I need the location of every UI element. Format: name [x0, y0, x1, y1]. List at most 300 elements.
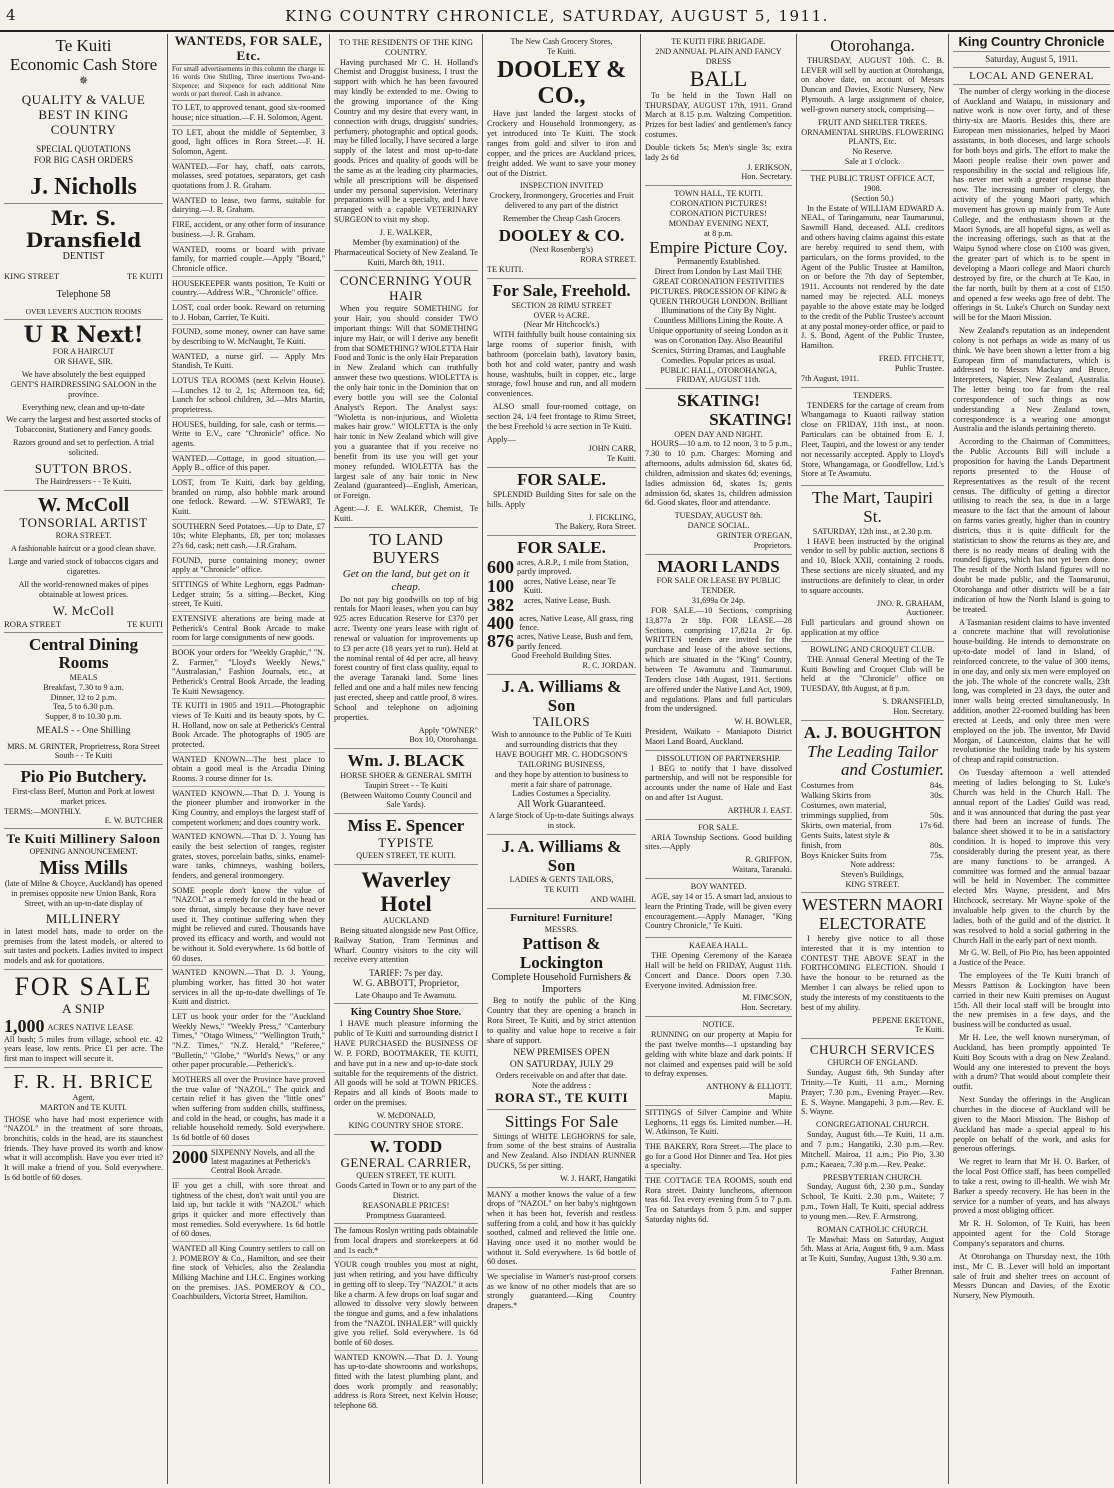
- tenders-ad: [801, 388, 944, 487]
- news-paragraph: We regret to learn that Mr H. O. Barker, of the local Post Office staff, has been compelled to take a rest, owing to ill-health. We wish Mr Barker a speedy recovery. He has been in the service for a number of years, and has always proved a most obliging officer.: [953, 1157, 1110, 1216]
- classified-ad: HOUSEKEEPER wants position, Te Kuiti or country.—Address W.R., "Chronicle" office.: [172, 277, 325, 301]
- ad-line: All Work Guaranteed.: [517, 799, 606, 811]
- ad-line: KING COUNTRY SHOE STORE.: [348, 1120, 464, 1130]
- millinery-ad: [4, 829, 163, 970]
- ad-line: RORA STREET: [4, 618, 62, 629]
- classified-ad: TO LET, about the middle of September, 3 good, light offices in Rora Street.—F. H. Solomon, Agent.: [172, 126, 325, 160]
- ad-line: TUESDAY, AUGUST 8th.: [674, 511, 763, 521]
- ad-line: (Next Rosenberg's): [530, 245, 593, 255]
- column-6: [797, 34, 949, 1484]
- classified-ad: WANTED KNOWN.—That D. J. Young is the pioneer plumber and ironworker in the King Country, and employs the largest staff of competent workmen; and does country work.: [172, 787, 325, 831]
- star-ornament-icon: ✵: [78, 74, 89, 88]
- ad-line: ARTHUR J. EAST.: [727, 805, 792, 815]
- classified-ad: WANTED.—For hay, chaff, oats carrots, molasses, seed potatoes, separators, get cash quotations from J. R. Graham.: [172, 160, 325, 194]
- classified-ad: HOUSES, building, for sale, cash or terms.—Write to E.V., care "Chronicle" office. No agents.: [172, 418, 325, 452]
- ad-line: TARIFF: 7s per day.: [369, 968, 443, 979]
- ad-line: FOR A HAIRCUT: [52, 347, 115, 357]
- ad-line: Direct from London by Last Mail THE GREAT CORONATION FESTIVITIES PICTURES. PROCESSION OF KING & QUEEN THROUGH LONDON. Brilliant Illuminations of the City By Night. Countless Millions Lining the Route. A Unique opportunity of seeing London as it was on Coronation Day. Also Beautiful Scenics, Stirring Dramas, and Laughable Comedies. Popular prices as usual.: [648, 267, 789, 365]
- ad-line: THURSDAY, AUGUST 10th. C. B. LEVER will sell by auction at Otorohanga, on above date, on account of Messrs Duncan and Davies, Exotic Nursery, New Plymouth. A large assignment of choice, well-grown nursery stock, comprising—: [801, 55, 944, 114]
- boy-wanted-ad: [645, 879, 792, 938]
- ad-line: A fashionable haircut or a good clean shave.: [10, 544, 157, 554]
- ad-name: Wm. J. BLACK: [347, 751, 465, 771]
- classified-ad: TE KUITI in 1905 and 1911.—Photographic views of Te Kuiti and its beauty spots, by C. H. Holland, now on sale at Petherick's Central Book Arcade. The photographs of 1905 are protected.: [172, 699, 325, 752]
- ad-line: We have absolutely the best equipped: [21, 370, 146, 380]
- dissolution-ad: [645, 751, 792, 820]
- price-value: 80s.: [929, 839, 944, 850]
- ad-line: The Bakery, Rora Street.: [554, 522, 636, 532]
- ad-title: WESTERN MAORI ELECTORATE: [801, 895, 944, 934]
- ad-title: Te Kuiti: [55, 36, 112, 55]
- wanteds-intro: For small advertisements in this column the charge is: 16 words One Shilling, Three insertions Two-and-Sixpence; and Sixpence for each additional Nine words or part thereof. Cash in advance.: [172, 65, 325, 102]
- ad-line: INSPECTION INVITED: [519, 181, 603, 191]
- ad-line: ANTHONY & ELLIOTT.: [706, 1082, 792, 1092]
- ad-line: MONDAY EVENING NEXT,: [668, 218, 769, 228]
- ad-line: ARIA Township Sections. Good building sites.—Apply: [645, 832, 792, 852]
- ad-title: CHURCH SERVICES: [809, 1042, 936, 1058]
- classified-ad: EXTENSIVE alterations are being made at Petherick's Central Book Arcade to make room for large consignments of new goods.: [172, 612, 325, 646]
- news-paragraph: Mr H. Lee, the well known nurseryman, of Auckland, has been promptly appointed Te Kuiti Boy Scouts with a drag on New Zealand. Would any one interested to prevent the boys with a drum? That would about complete their outfit.: [953, 1033, 1110, 1092]
- acreage-number: 400: [487, 612, 514, 633]
- western-maori-ad: [801, 893, 944, 1039]
- ad-line: ALSO small four-roomed cottage, on section 24, 1/4 feet frontage to Rimu Street, the best Freehold ¼ acre section in Te Kuiti.: [487, 402, 636, 431]
- ad-title: FOR SALE: [14, 972, 153, 1002]
- ad-line: THE Opening Ceremony of the Kaeaea Hall will be held on FRIDAY, August 11th. Concert and Dance. Doors open 7.30. Everyone invited. Admission free.: [645, 951, 792, 990]
- local-news-list: [953, 87, 1110, 1301]
- warner-ad: We specialise in Warner's rust-proof corsets as we know of no other models that are so strongly guaranteed.—King Country drapers.*: [487, 1272, 636, 1311]
- ad-line: TE KUITI: [544, 885, 579, 895]
- ad-line: Te Kuiti.: [547, 46, 576, 56]
- editorial-date: Saturday, August 5, 1911.: [985, 54, 1078, 64]
- novels-ad: [172, 1146, 325, 1179]
- economic-store-ad: [4, 34, 163, 204]
- public-trust-notice: [801, 171, 944, 388]
- ad-line: Double tickets 5s; Men's single 3s; extra lady 2s 6d: [645, 142, 792, 162]
- ad-line: W. J. HART, Hangatiki: [560, 1173, 636, 1183]
- ad-line: TE KUITI.: [487, 265, 524, 275]
- ad-line: REASONABLE PRICES!: [362, 1200, 450, 1210]
- ad-line: Box 10, Otorohanga.: [409, 735, 478, 745]
- ad-line: OPENING ANNOUNCEMENT.: [29, 847, 138, 857]
- ad-title: Te Kuiti Millinery Saloon: [6, 831, 161, 847]
- ad-line: QUALITY & VALUE: [21, 92, 146, 108]
- young-ad: WANTED KNOWN.—That D. J. Young has up-to-date showrooms and workshops, fitted with the latest plumbing plant, and does work promptly and reasonably; address is Rora Street, next Kelvin House; telephone 68.: [334, 1352, 478, 1410]
- ad-line: Full particulars and ground shown on application at my office: [801, 618, 944, 638]
- ad-line: J. ERIKSON,: [747, 162, 792, 172]
- coronation-pictures-ad: [645, 186, 792, 389]
- classified-ad: SOUTHERN Seed Potatoes.—Up to Date, £7 10s; white Elephants, £8, per ton; molasses 27s 6d, cask; nett cash.—J.R.Graham.: [172, 520, 325, 554]
- column-3: [330, 34, 483, 1484]
- ad-line: AND WAIHI.: [590, 894, 636, 904]
- ad-title: KAEAEA HALL.: [688, 941, 749, 951]
- ad-line: at 8 p.m.: [704, 228, 733, 238]
- ad-line: Steven's Buildings,: [841, 869, 904, 879]
- ad-line: FRED. FITCHETT,: [878, 354, 944, 364]
- ad-line: AUCKLAND: [383, 916, 429, 926]
- ad-title: TOWN HALL, TE KUITI.: [674, 189, 763, 199]
- ad-line: CORONATION PICTURES!: [670, 209, 767, 218]
- ad-line: Beg to notify the public of the King Country that they are opening a branch in Rora Street, Te Kuiti, and by strict attention to quality and value hope to receive a fair share of support.: [487, 996, 636, 1045]
- dining-rooms-ad: [4, 633, 163, 766]
- ad-title: FOR SALE.: [517, 538, 606, 558]
- roslyn-ad: The famous Roslyn writing pads obtainable from local drapers and storekeepers at 6d and 1s each.*: [334, 1224, 478, 1258]
- ad-line: I BEG to notify that I have dissolved partnership, and will not be responsible for accounts under the name of Hale and East on and after 1st August.: [645, 763, 792, 803]
- ad-name: Waverley Hotel: [361, 866, 451, 916]
- acreage-row: [487, 558, 636, 577]
- classified-ad: LOST, from Te Kuiti, dark bay gelding, branded on rump, also hobble mark around one fetlock. Reward. —W. STEWART, Te Kuiti.: [172, 476, 325, 520]
- classified-ad: MOTHERS all over the Province have proved the true value of "NAZOL." The quick and certain relief it has given the "little ones" when suffering from sudden chills, stuffiness, and cold in the head, or coughs, has made it a reliable household remedy. Sold everywhere. 1s 6d bottle of 60 doses: [172, 1073, 325, 1146]
- ad-line: LADIES & GENTS TAILORS,: [509, 875, 614, 885]
- dooley-ad: [487, 34, 636, 279]
- ad-title: U R Next!: [23, 322, 144, 349]
- ad-line: SPLENDID Building Sites for sale on the hills. Apply: [487, 489, 636, 509]
- ad-line: NEW PREMISES OPEN: [513, 1048, 610, 1059]
- notice-ad: [645, 1017, 792, 1106]
- ad-line: CORONATION PICTURES!: [670, 199, 767, 209]
- ad-line: HORSE SHOER & GENERAL SMITH: [340, 770, 472, 780]
- williams-tailors-ad-2: [487, 835, 636, 909]
- price-item: Costumes, own material,: [801, 799, 887, 810]
- nazol-ad: MANY a mother knows the value of a few drops of "NAZOL" on her baby's nightgown when it has been hot, feverish and restless suffering from a cold, and how it has quickly soothed, calmed and relieved the little one. Having once used it no mother would be without it. Sold everywhere. 1s 6d bottle of 60 doses.: [487, 1188, 636, 1270]
- land-buyers-ad: [334, 528, 478, 749]
- ad-line: (Section 50.): [851, 193, 894, 203]
- newspaper-title: KING COUNTRY CHRONICLE, SATURDAY, AUGUST 5, 1911.: [285, 7, 829, 25]
- ad-line: WITH faithfully built house containing six large rooms of superior finish, with bathroom (porcelain bath), lavatory basin, both hot and cold water, pantry and wash house, washtubs, built in copper, etc., large storage, fowl house and run, and all modern conveniences.: [487, 330, 636, 399]
- ad-line: GENERAL CARRIER,: [340, 1155, 472, 1171]
- ad-line: Orders receivable on and after that date.: [495, 1071, 628, 1081]
- ad-line: FOR SALE.—10 Sections, comprising 13,877a 2r 18p. FOR LEASE.—28 Sections, comprising 17,821a 2r 6p. WRITTEN tenders are invited for the purchase and lease of the above sections, which are situated in the "King" Country, between Te Awamutu and Taumarunui. Tenders close 14th August, 1911. Sections are offered under the Native Land Act, 1909, and regulations. Plans and full particulars from the undersigned.: [645, 605, 792, 714]
- acreage-text: acres, Native Lease, All grass, ring fence.: [519, 613, 634, 633]
- acreage-row: [487, 596, 636, 614]
- ad-line: ACRES NATIVE LEASE: [47, 1022, 134, 1032]
- acreage-row: [487, 577, 636, 596]
- price-value: 75s.: [929, 849, 944, 860]
- ad-line: Auctioneer.: [906, 608, 944, 618]
- ad-line: GENT'S HAIRDRESSING SALOON in the province.: [10, 379, 157, 399]
- ad-line: RORA STREET.: [55, 530, 112, 540]
- ad-line: TE KUITI: [126, 618, 163, 629]
- ad-line: OPEN DAY AND NIGHT.: [674, 429, 763, 439]
- ad-line: First-class Beef, Mutton and Pork at lowest market prices.: [12, 786, 155, 806]
- ad-name: J. A. Williams & Son: [501, 836, 622, 875]
- ad-line: President, Waikato - Maniapoto District Maori Land Board, Auckland.: [645, 727, 792, 746]
- church-services: [801, 1039, 944, 1280]
- ad-line: Large and varied stock of tobaccos cigars and cigarettes.: [8, 557, 159, 577]
- bakery-ad: THE BAKERY, Rora Street.—The place to go for a Good Hot Dinner and Tea. Hot pies a specialty.: [645, 1140, 792, 1174]
- wanteds-list: [172, 101, 325, 1145]
- ad-name: W. McColl: [37, 493, 130, 516]
- ad-line: W. G. ABBOTT, Proprietor,: [352, 979, 460, 990]
- ad-line: 2ND ANNUAL PLAIN AND FANCY DRESS: [655, 46, 782, 66]
- ad-line: CONGREGATIONAL CHURCH.: [816, 1120, 929, 1130]
- ad-line: AGE, say 14 or 15. A smart lad, anxious to learn the Printing Trade, will be given every encouragement.—Apply Manager, "King Country Chronicle," Te Kuiti.: [645, 891, 792, 931]
- ad-line: When you require SOMETHING for your Hair, you should consider TWO important things: Will that SOMETHING injure my Hair, or will I derive any benefit from that SOMETHING? WIOLETTA Hair Food and Tonic is the only Hair Preparation in New Zealand which can truthfully answer these two questions. WIOLETTA is the only hair tonic in the Dominion that on every bottle you will see the Colonial Analyst's Report. The Analyst says: "Wioletta is non-injurious, and Wioletta makes hair grow." WIOLETTA is the only hair tonic in New Zealand which will give you a guarantee that if you receive no benefit from its use you will get your money refunded. WIOLETTA has the largest sale of any hair tonic in New Zealand (guaranteed)—English, American, or Foreign.: [334, 304, 478, 501]
- classified-ad: SITTINGS of White Leghorn, eggs Padman-Ledger strain; 5s a sitting.—Becket, King street, Te Kuiti.: [172, 578, 325, 612]
- ad-line: TONSORIAL ARTIST: [19, 514, 148, 530]
- waverley-hotel-ad: [334, 865, 478, 1005]
- price-item: Costumes from: [801, 779, 854, 790]
- ad-line: and Costumier.: [841, 760, 944, 780]
- ad-line: E. W. BUTCHER: [104, 815, 163, 825]
- ad-line: MEALS: [69, 672, 98, 682]
- ad-line: Good Freehold Building Sites.: [511, 651, 612, 661]
- acreage-number: 600: [487, 556, 514, 577]
- acreage-text: acres, Native Lease, near Te Kuiti.: [523, 576, 616, 596]
- otorohanga-auction-ad: [801, 34, 944, 171]
- ad-line: Get on the land, but get on it cheap.: [342, 568, 470, 594]
- williams-tailors-ad: [487, 675, 636, 835]
- sittings-small-ad: SITTINGS of Silver Campine and White Leghorns, 11 eggs 6s. Limited number.—H. W. Atkinson, Te Kuiti.: [645, 1106, 792, 1140]
- column-2: [168, 34, 330, 1484]
- ad-line: The New Cash Grocery Stores,: [510, 37, 613, 46]
- ad-title: TE KUITI FIRE BRIGADE.: [671, 37, 766, 46]
- editorial-masthead: King Country Chronicle: [958, 34, 1105, 49]
- sutton-ad: [4, 320, 163, 490]
- ad-name: W. McColl: [52, 602, 115, 618]
- ad-line: Sunday, August 6th, 2.30 p.m., Sunday School, Te Kuiti. 2.30 p.m., Waitete; 7 p.m., Town Hall, Te Kuiti, special address to young men.—Rev. F. Armstrong.: [801, 1182, 944, 1221]
- ad-line: MESSRS.: [544, 924, 579, 934]
- news-paragraph: Next Sunday the offerings in the Anglican churches in the diocese of Auckland will be given to the Maori Mission. The Bishop of Auckland has made a special appeal to his people on behalf of the work, and asks for generous offerings.: [953, 1095, 1110, 1154]
- ad-line: Late Ohaupo and Te Awamutu.: [355, 990, 457, 1000]
- ad-line: Taupiri Street - - Te Kuiti: [364, 780, 448, 790]
- ad-line: In the Estate of WILLIAM EDWARD A. NEAL, of Taringamutu, near Taumarunui, Sawmill Hand, deceased. ALL creditors and others having claims against this estate are hereby required to send them, with particulars, on the forms provided, to the Agent of the Public Trustee at Hamilton, on or before the 7th day of September, 1911. Accounts not rendered by the date named may be rejected. ALL moneys payable to the above estate may be lodged to the credit of the Public Trustee's account at any postal money-order office, or paid to J. S. Bond, Agent of the Public Trustee, Hamilton.: [801, 203, 944, 351]
- ad-line: Complete Household Furnishers & Importers: [491, 972, 632, 996]
- ad-title: BOY WANTED.: [690, 882, 747, 891]
- ad-line: The Leading Tailor: [807, 741, 938, 761]
- ad-title: The Mart, Taupiri St.: [812, 488, 933, 526]
- ad-line: SATURDAY, 12th inst., at 2.30 p.m.: [812, 526, 933, 536]
- ad-line: TYPISTE: [378, 834, 434, 850]
- ad-line: We carry the largest and best assorted stocks of Tobacconist, Stationery and Fancy goods.: [6, 415, 161, 435]
- fickling-sale-ad: [487, 468, 636, 536]
- price-item: Skirts, own material, from: [801, 819, 892, 830]
- ad-line: Telephone 58: [56, 289, 111, 301]
- ad-line: OVER LEVER'S AUCTION ROOMS: [25, 307, 142, 317]
- ad-line: QUEEN STREET, TE KUITI.: [356, 1171, 456, 1181]
- black-smith-ad: [334, 749, 478, 814]
- ad-line: OR SHAVE, SIR.: [54, 357, 113, 367]
- ad-title: MAORI LANDS: [657, 556, 780, 576]
- classified-ad: WANTED KNOWN.—That D. J. Young has easily the best selection of ranges, register grates, stoves, porcelain baths, sinks, enamel-ware tanks, chimneys, washing boilers, fenders, and general ironmongery.: [172, 830, 325, 883]
- ad-line: I HAVE been instructed by the original vendor to sell by public auction, sections 8 and 10, Block XXII, containing 2 roods. These sections are nicely situated, and my instructions are definitely to clear, in order to square accounts.: [801, 536, 944, 595]
- dransfield-ad: [4, 204, 163, 320]
- classified-ad: WANTED, a nurse girl. — Apply Mrs Standish, Te Kuiti.: [172, 350, 325, 374]
- ad-line: BEST IN KING COUNTRY: [38, 107, 129, 138]
- ad-line: Sittings of WHITE LEGHORNS for sale, from some of the best strains of Australia and New Zealand. Also INDIAN RUNNER DUCKS, 5s per sitting.: [487, 1131, 636, 1171]
- shoe-store-ad: [334, 1004, 478, 1134]
- ad-line: Te Kuiti.: [607, 454, 636, 464]
- ad-title: THE PUBLIC TRUST OFFICE ACT, 1908.: [810, 173, 935, 193]
- pattison-lockington-ad: [487, 909, 636, 1110]
- classified-ad: FOUND, purse containing money; owner apply at "Chronicle" office.: [172, 554, 325, 578]
- price-item: Boys Knicker Suits from: [801, 849, 887, 860]
- ad-line: Public Trustee.: [894, 364, 944, 373]
- price-row: [801, 850, 944, 860]
- price-item: trimmings supplied, from: [801, 809, 889, 820]
- ad-line: HOURS—10 a.m. to 12 noon, 3 to 5 p.m., 7.30 to 10 p.m. Charges: Morning and afternoons, adults admission 6d, skates 6d, children, admission and skates 6d; evenings, ladies admission 6d, skates 1s, gents admission 6d, skates 1s, children admission 6d. Good skates, floor and attendance.: [645, 439, 792, 508]
- ad-name: Mr. S. Dransfield: [25, 206, 142, 253]
- ad-line: BALL: [689, 65, 748, 91]
- ad-name: W. TODD: [369, 1136, 443, 1156]
- aria-sale-ad: [645, 820, 792, 879]
- ad-title: FOR SALE.: [517, 470, 606, 490]
- ad-line: JNO. R. GRAHAM,: [876, 598, 944, 608]
- ad-line: KING STREET.: [845, 879, 900, 889]
- ad-line: W. H. BOWLER,: [734, 717, 792, 727]
- column-4: [483, 34, 641, 1484]
- ad-line: Te Mawhai: Mass on Saturday, August 5th. Mass at Aria, August 6th, 9 a.m. Mass at Te Kuiti, Sunday, August 13th, 9.30 a.m.: [801, 1234, 944, 1264]
- kaeaea-hall-ad: [645, 938, 792, 1017]
- ad-name: J. Nicholls: [30, 173, 137, 200]
- ad-line: and they hope by attention to business to merit a fair share of patronage.: [494, 769, 629, 789]
- column-7: [949, 34, 1114, 1484]
- price-row: [801, 820, 944, 830]
- ad-line: Sale at 1 o'clock.: [844, 157, 901, 167]
- classified-ad: LET us book your order for the "Auckland Weekly News," "Weekly Press," "Canterbury Times," "Otago Witness," "Wellington Truth," "N.Z. Times," "N.Z. Herald," "Referee," "Bulletin," "Globe," "World's News," or any other paper procurable.—Petherick's.: [172, 1010, 325, 1073]
- ad-title: CONCERNING YOUR HAIR: [339, 273, 473, 304]
- price-row: [801, 800, 944, 810]
- ad-line: in latest model hats, made to order on the premises from the latest models, or altered to suit tastes and pockets. Ladies invited to inspect models and ask for quotations.: [4, 926, 163, 966]
- price-row: [801, 840, 944, 850]
- ad-line: SPECIAL QUOTATIONS: [36, 144, 131, 155]
- bowling-club-ad: [801, 642, 944, 721]
- ad-line: Ladies Costumes a Speciality.: [512, 789, 611, 799]
- classified-ad: WANTED KNOWN—The best place to obtain a good meal is the Arcadia Dining Rooms. 3 course dinner for 1s.: [172, 753, 325, 787]
- ad-title: FOR SALE.: [698, 822, 739, 832]
- ad-line: MEALS - - One Shilling: [36, 726, 131, 737]
- ad-line: Hon. Secretary.: [741, 172, 792, 182]
- price-row: [801, 780, 944, 790]
- ad-line: QUEEN STREET, TE KUITI.: [356, 850, 456, 860]
- classified-ad: WANTED to lease, two farms, suitable for dairying.—J. R. Graham.: [172, 194, 325, 218]
- maori-lands-ad: [645, 555, 792, 751]
- ad-line: Mapiu.: [768, 1092, 792, 1102]
- ad-line: Permanently Established.: [676, 257, 761, 267]
- news-paragraph: According to the Chairman of Committees, the Public Accounts Bill will include a proposition for having the Lands Department reports presented to the House of Representatives as the result of the recent census. The difficulty of getting a director utilising to reach the sea, is due in a large measure to the fact that the amount of labour on farms varies greatly, higher than in country districts, thus it is quite difficult for the statistician to show the returns as they are, and there is no ready means of dealing with the rounded figures, which has not yet been done. The result of the North Island figures will no doubt be made public, and the Taumarunui, Otorohanga and other districts will be a fair indication of how the North Island is going to be treated.: [953, 437, 1110, 614]
- ad-line: Remember the Cheap Cash Grocers: [502, 213, 621, 223]
- classified-ad: WANTED.—Cottage, in good situation.—Apply B., office of this paper.: [172, 452, 325, 476]
- news-paragraph: The number of clergy working in the diocese of Auckland and Waiapu, in missionary and native work is now over forty, and of these thirty-six are Maoris. Besides this, there are European men missionaries, helped by Maori assistants, in both dioceses, and large schools for both boys and girls. The effort to make the Maori people realise their own power and responsibility in the social and religious life, has never met with a greater response than now. The increasing number of clergy, the activity of the young Maori party, which movement has grown up mainly from Te Aute College, and the enthusiasm shown at the Maori Synods, are all hopeful signs, as well as the increasing offerings, such as that at the Waipu Synod where close on £100 was given, the greater part of which is to be spent in developing a Maori college and Maori church destroyed by fire, or the church at Te Kao, in the far north, built by them at a cost of £150 and opened a few weeks ago free of debt. The offerings in St. Luke's Church on Sunday next will be for the Maori Mission.: [953, 86, 1110, 323]
- ad-line: All bush; 5 miles from village, school etc. 42 years lease, low rents. Price £1 per acre. The first man to inspect will secure it.: [4, 1034, 163, 1064]
- news-paragraph: On Tuesday afternoon a well attended meeting of ladies belonging to St. Luke's Church was held in the Church Hall. The annual report of the Ladies' Guild was read, and it was announced that during the past year there had been an increase of funds. The balance sheet showed it to be in a satisfactory condition. It is hoped to improve this very considerably during the present year, as there are many functions to be arranged. A committee was formed and the annual bazaar will be held in November. The committee elected Mrs Wayne, president, and Mrs Hitchcock, secretary. Mr Wayne spoke of the invaluable help given to the church by the ladies, both of the guild and of the district. It was resolved to hold a social gathering in the Church Hall in the early part of next month.: [953, 768, 1110, 945]
- price-item: Gents Suits, latest style &: [801, 829, 891, 840]
- price-row: [801, 810, 944, 820]
- ad-line: Note the address :: [532, 1081, 591, 1091]
- ad-line: JOHN CARR,: [588, 444, 636, 454]
- classified-ad: FOUND, some money, owner can have same by describing to W. McNaught, Te Kuiti.: [172, 325, 325, 349]
- ad-line: PUBLIC HALL, OTOROHANGA,: [660, 365, 777, 375]
- news-paragraph: The employees of the Te Kuiti branch of Messrs Pattison & Lockington have been carried in their new Kuiti premises on August 15th. All their local staff will be brought into the new premises in a few days, and the business will be conducted as usual.: [953, 971, 1110, 1030]
- ad-title: Furniture! Furniture!: [510, 911, 613, 924]
- todd-carrier-ad: [334, 1135, 478, 1225]
- ad-title: TO THE RESIDENTS OF THE KING COUNTRY.: [339, 37, 473, 58]
- ad-line: HAVE BOUGHT MR. C. HODGSON'S TAILORING BUSINESS,: [495, 749, 628, 769]
- ad-line: TENDERS for the cartage of cream from Whangamaga to Kuaoti railway station close on FRIDAY, 11th inst., at noon. Particulars can be obtained from E. J. Fleet, Taupiri, and the lowest or any tender not necessarily accepted. Apply to Lloyd's Store, Whangamaga, or Goodfellow, Ltd.'s Store at Te Awamutu.: [801, 400, 944, 479]
- ad-name: Miss Mills: [39, 857, 128, 880]
- acreage-number: 100: [487, 575, 514, 596]
- ad-title: For Sale, Freehold.: [492, 280, 631, 300]
- price-value: 17s 6d.: [919, 819, 944, 830]
- chill-ad: IF you get a chill, with sore throat and tightness of the chest, don't wait until you are laid up, but tackle it with "NAZOL" which grips it quicker and more effectively than most remedies. Sold everywhere. 1s 6d bottle of 60 doses.: [172, 1179, 325, 1242]
- mccoll-ad: [4, 491, 163, 633]
- piopio-butchery-ad: [4, 765, 163, 829]
- freehold-ad: [487, 279, 636, 468]
- ad-line: To be held in the Town Hall on THURSDAY, AUGUST 17th, 1911. Grand March at 8.15 p.m. Waltzing Competition. Prizes for best ladies' and gentlemen's fancy costumes.: [645, 90, 792, 140]
- ad-line: The Hairdressers - - Te Kuiti.: [35, 476, 132, 486]
- classified-ad: WANTED KNOWN.—That D. J. Young, plumbing worker, has fitted 30 hot water services in all the up-to-date dwellings of Te Kuiti and district.: [172, 966, 325, 1010]
- ad-line: PEPENE EKETONE,: [872, 1015, 944, 1025]
- ad-line: Tea, 5 to 6.30 p.m.: [52, 702, 115, 712]
- ad-line: MARTON and TE KUITI.: [40, 1102, 127, 1112]
- price-value: 50s.: [929, 809, 944, 820]
- ad-line: Apply "OWNER": [418, 725, 478, 735]
- ad-title: SKATING!: [677, 391, 760, 411]
- ad-line: Proprietors.: [753, 540, 792, 550]
- ad-line: OVER ½ ACRE.: [533, 310, 590, 320]
- cough-ad: YOUR cough troubles you most at night, just when retiring, and you have difficulty in getting off to sleep. Try "NAZOL" it acts like a charm. A few drops on loaf sugar and allowed to dissolve very slowly between the tongue and gums, and a few inhalations from the "NAZOL INHALER" will quickly give you relief. Sold everywhere. 1s 6d bottle of 60 doses.: [334, 1258, 478, 1350]
- column-1: [0, 34, 168, 1484]
- ad-line: KING STREET: [4, 271, 60, 282]
- spencer-ad: [334, 814, 478, 864]
- classified-ad: TO LET, to approved tenant, good six-roomed house; nice situation.—F. H. Solomon, Agent.: [172, 101, 325, 125]
- ad-line: (late of Milne & Choyce, Auckland) has opened in premises opposite new Union Bank, Rora Street, with an up-to-date display of: [4, 879, 163, 908]
- classified-ad: SOME people don't know the value of "NAZOL" as a remedy for cold in the head or sore throat, simply because they have never used it. They continue suffering when they might be relieved and cured. Thousands have proved its efficacy and worth, and would not be without it. Sold everywhere. 1s 6d bottle of 60 doses.: [172, 884, 325, 966]
- column-5: [641, 34, 797, 1484]
- ad-line: Everything new, clean and up-to-date: [22, 402, 145, 412]
- price-value: 84s.: [929, 779, 944, 790]
- acreage-row: [487, 632, 636, 651]
- ad-name: A. J. BOUGHTON: [803, 722, 942, 742]
- page-number: 4: [6, 6, 16, 24]
- sittings-ad: [487, 1110, 636, 1188]
- ad-line: M. FIMCSON,: [742, 993, 792, 1003]
- acreage-list: [487, 558, 636, 651]
- ad-title: BOWLING AND CROQUET CLUB.: [810, 644, 935, 654]
- ad-line: Hon. Secretary.: [741, 1003, 792, 1013]
- ad-line: Supper, 8 to 10.30 p.m.: [45, 712, 122, 722]
- ad-title: Central Dining Rooms: [28, 634, 139, 673]
- ad-name: J. A. Williams & Son: [501, 676, 622, 715]
- ad-line: Te Kuiti.: [915, 1025, 944, 1035]
- news-paragraph: Mr G. W. Bell, of Pio Pio, has been appointed a Justice of the Peace.: [953, 948, 1110, 968]
- ad-name: Pattison & Lockington: [519, 933, 604, 972]
- news-paragraph: A Tasmanian resident claims to have invented a concrete machine that will revolutionise house-building. He intends to demonstrate on up-to-date model of land in Island, of reinforced concrete, to the value of 300 items, in one day, and only six men were employed on the job. The whole of the concrete walls, 23ft long, was completed in 23 days, the outer and inner walls being erected simultaneously. In addition, another 22-roomed building has been erected at Leeds, and only three men were employed on the job. The inventor, Mr David Morgan, of Launceston, claims that he will revolutionise the building trade by his system of cheap and rapid construction.: [953, 617, 1110, 765]
- wanteds-heading: WANTEDS, FOR SALE, Etc.: [172, 34, 325, 65]
- classified-ad: LOST, coal order book. Reward on returning to J. Hoban, Carrier, Te Kuiti.: [172, 301, 325, 325]
- ad-line: Breakfast, 7.30 to 9 a.m.: [43, 682, 124, 692]
- ad-line: Goods Carted in Town or to any part of the District.: [335, 1181, 477, 1200]
- ad-line: FOR BIG CASH ORDERS: [33, 154, 134, 165]
- ad-line: Member (by examination) of the Pharmaceutical Society of New Zealand. Te Kuiti, March 8th, 1911.: [334, 237, 478, 267]
- masthead: [0, 0, 1114, 32]
- ad-line: TE KUITI: [126, 271, 163, 282]
- ad-line: ROMAN CATHOLIC CHURCH.: [816, 1224, 929, 1234]
- ad-line: Dinner, 12 to 2 p.m.: [50, 692, 117, 702]
- ad-line: FOR SALE OR LEASE BY PUBLIC TENDER.: [656, 576, 781, 596]
- ad-line: SECTION 28 RIMU STREET: [511, 300, 612, 310]
- ad-line: Father Brennan.: [891, 1267, 944, 1277]
- ad-name: DOOLEY & CO.: [498, 225, 625, 245]
- ad-title: TO LAND BUYERS: [369, 529, 443, 568]
- ad-name: DOOLEY & CO.,: [496, 56, 627, 110]
- ad-line: W. McDONALD,: [376, 1110, 436, 1120]
- ad-title: TENDERS.: [853, 390, 892, 400]
- ad-line: (Near Mr Hitchcock's.): [523, 320, 600, 330]
- ad-line: J. E. WALKER,: [379, 227, 433, 237]
- ad-name: SUTTON BROS.: [34, 460, 133, 476]
- ad-line: 7th August, 1911.: [801, 373, 859, 383]
- price-row: [801, 790, 944, 800]
- jordan-sale-ad: [487, 536, 636, 675]
